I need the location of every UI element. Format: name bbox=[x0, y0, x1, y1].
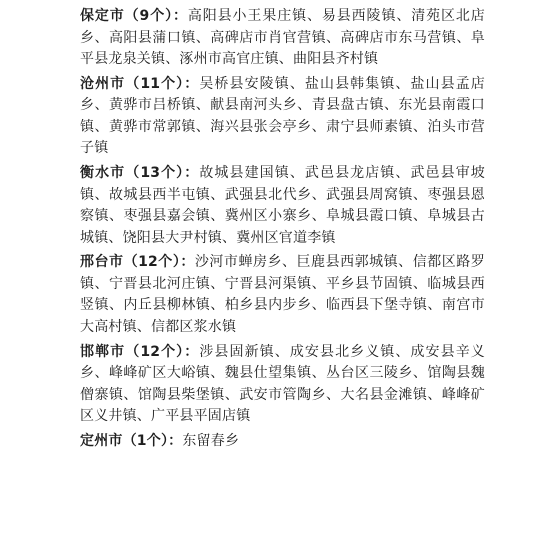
town-count: （1个）： bbox=[122, 432, 183, 449]
entry-handan bbox=[80, 342, 485, 428]
city-name: 定州市 bbox=[80, 432, 123, 449]
city-name: 邢台市 bbox=[80, 254, 124, 271]
town-count: （11个）： bbox=[125, 75, 200, 92]
city-name: 沧州市 bbox=[80, 75, 126, 92]
town-count: （9个）： bbox=[124, 8, 188, 24]
town-count: （12个）： bbox=[125, 343, 200, 360]
town-count: （12个）： bbox=[123, 254, 195, 271]
city-name: 衡水市 bbox=[80, 165, 126, 182]
entry-baoding bbox=[80, 6, 485, 71]
town-list: 沙河市蝉房乡、巨鹿县西郭城镇、信都区路罗镇、宁晋县北河庄镇、宁晋县河渠镇、平乡县节固镇、临城县西竖镇、内丘县柳林镇、柏乡县内步乡、临西县下堡寺镇、南宫市大高村镇、信都区浆水镇 bbox=[80, 254, 485, 335]
town-count: （13个）： bbox=[125, 165, 200, 182]
town-list: 东留春乡 bbox=[182, 432, 240, 449]
town-list: 涉县固新镇、成安县北乡义镇、成安县辛义乡、峰峰矿区大峪镇、魏县仕望集镇、丛台区三陵乡、馆陶县魏僧寨镇、馆陶县柴堡镇、武安市管陶乡、大名县金滩镇、峰峰矿区义井镇、广平县平固店镇 bbox=[80, 343, 485, 425]
document-body bbox=[80, 6, 485, 456]
entry-xingtai bbox=[80, 252, 485, 338]
entry-cangzhou bbox=[80, 74, 485, 160]
town-list: 吴桥县安陵镇、盐山县韩集镇、盐山县孟店乡、黄骅市吕桥镇、献县南河头乡、青县盘古镇、东光县南霞口镇、黄骅市常郭镇、海兴县张会亭乡、肃宁县师素镇、泊头市营子镇 bbox=[80, 75, 485, 157]
city-name: 邯郸市 bbox=[80, 343, 126, 360]
entry-dingzhou bbox=[80, 431, 485, 453]
entry-hengshui bbox=[80, 163, 485, 249]
town-list: 高阳县小王果庄镇、易县西陵镇、清苑区北店乡、高阳县蒲口镇、高碑店市肖官营镇、高碑店市东马营镇、阜平县龙泉关镇、涿州市高官庄镇、曲阳县齐村镇 bbox=[80, 8, 485, 67]
town-list: 故城县建国镇、武邑县龙店镇、武邑县审坡镇、故城县西半屯镇、武强县北代乡、武强县周窝镇、枣强县恩察镇、枣强县嘉会镇、冀州区小寨乡、阜城县霞口镇、阜城县古城镇、饶阳县大尹村镇、冀州区官道李镇 bbox=[80, 165, 485, 246]
city-name: 保定市 bbox=[80, 8, 125, 24]
